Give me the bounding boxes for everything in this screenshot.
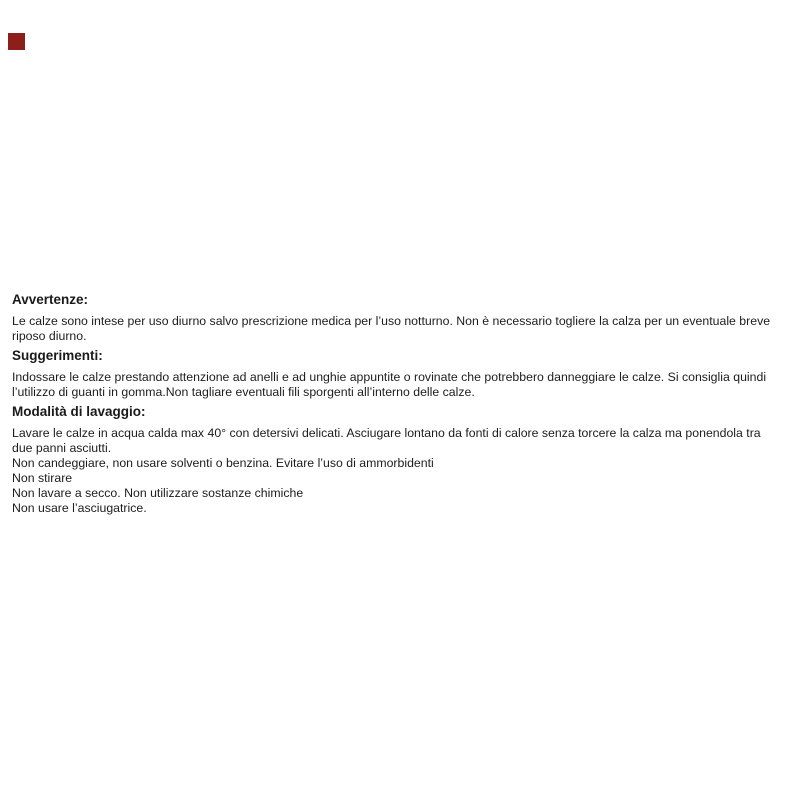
paragraph-suggestions: Indossare le calze prestando attenzione ad anelli e ad unghie appuntite o rovinate che potrebbero danneggiare le calze. Si consiglia quindi l’utilizzo di guanti in gomma.Non tagliare eventuali fili sporgenti all’interno delle calze. (12, 370, 767, 399)
paragraph-washing-main: Lavare le calze in acqua calda max 40° con detersivi delicati. Asciugare lontano da fonti di calore senza torcere la calza ma ponendola tra due panni asciutti. (12, 426, 761, 455)
section-warnings (12, 292, 782, 344)
paragraph-no-dryclean: Non lavare a secco. Non utilizzare sostanze chimiche (12, 486, 304, 500)
section-washing (12, 404, 782, 516)
section-heading-avvertenze: Avvertenze: (12, 292, 89, 307)
section-heading-lavaggio: Modalità di lavaggio: (12, 404, 146, 419)
paragraph-no-bleach: Non candeggiare, non usare solventi o benzina. Evitare l’uso di ammorbidenti (12, 456, 434, 470)
paragraph-no-dryer: Non usare l’asciugatrice. (12, 501, 147, 515)
paragraph-no-iron: Non stirare (12, 471, 73, 485)
section-suggestions (12, 348, 782, 400)
section-heading-suggerimenti: Suggerimenti: (12, 348, 103, 363)
paragraph-warnings: Le calze sono intese per uso diurno salvo prescrizione medica per l’uso notturno. Non è necessario togliere la calza per un eventuale breve riposo diurno. (12, 314, 771, 343)
